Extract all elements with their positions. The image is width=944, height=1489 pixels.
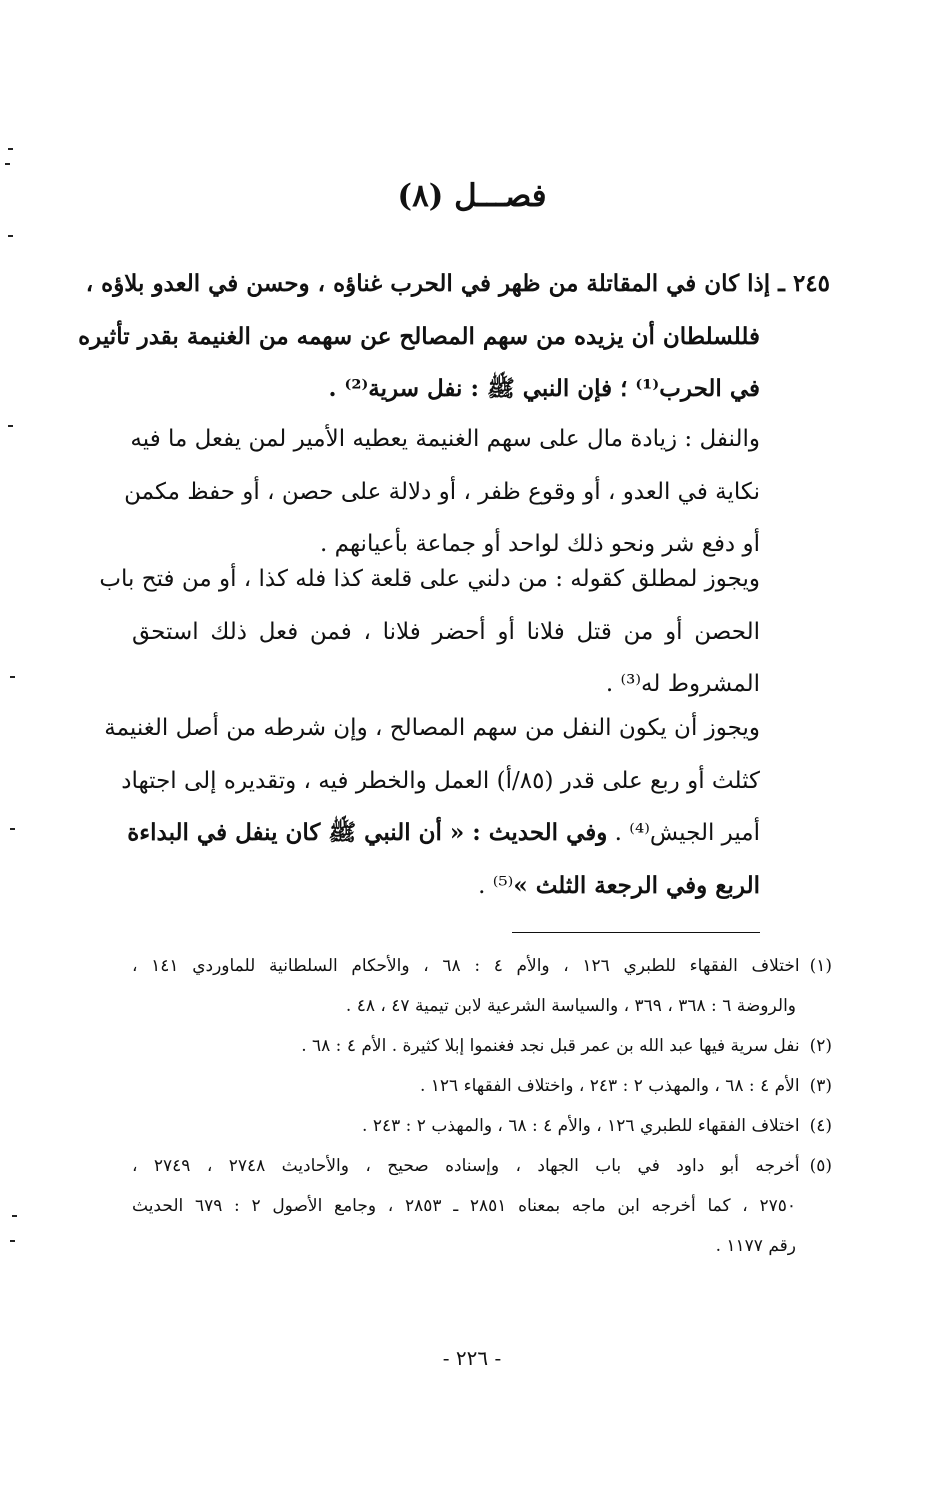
paragraph-text: أمير الجيش⁽⁴⁾ . [607, 820, 760, 846]
footnote-divider [512, 932, 760, 933]
footnote-3 [132, 1066, 832, 1106]
margin-speck [10, 828, 15, 830]
footnotes [132, 946, 832, 1266]
paragraph-line: ويجوز لمطلق كقوله : من دلني على قلعة كذا فله كذا ، أو من فتح باب [99, 566, 760, 592]
paragraph-245 [78, 258, 830, 416]
footnote-text: نفل سرية فيها عبد الله بن عمر قبل نجد فغنموا إبلا كثيرة . الأم ٤ : ٦٨ . [301, 1036, 800, 1056]
paragraph-line: كثلث أو ربع على قدر (٨٥/أ) العمل والخطر فيه ، وتقديره إلى اجتهاد [121, 767, 760, 794]
paragraph-line: ويجوز أن يكون النفل من سهم المصالح ، وإن شرطه من أصل الغنيمة [104, 715, 760, 741]
footnote-2 [132, 1026, 832, 1066]
footnote-text: أخرجه أبو داود في باب الجهاد ، وإسناده صحيح ، والأحاديث ٢٧٤٨ ، ٢٧٤٩ ، [132, 1156, 800, 1176]
footnote-text: الأم ٤ : ٦٨ ، والمهذب ٢ : ٢٤٣ ، واختلاف الفقهاء ١٢٦ . [419, 1076, 800, 1096]
footnote-5 [132, 1146, 832, 1186]
margin-speck [10, 1240, 15, 1242]
hadith-quote: وفي الحديث : « أن النبي ﷺ كان ينفل في البداءة [127, 819, 608, 846]
paragraph-line [132, 860, 760, 913]
paragraph-nafl-definition [124, 413, 760, 571]
paragraph-line: فللسلطان أن يزيده من سهم المصالح عن سهمه من الغنيمة بقدر تأثيره [78, 322, 760, 350]
margin-speck [10, 676, 15, 678]
footnote-5-continued: رقم ١١٧٧ . [715, 1236, 796, 1256]
footnote-5-continued: ٢٧٥٠ ، كما أخرجه ابن ماجه بمعناه ٢٨٥١ ـ ٢٨٥٣ ، وجامع الأصول ٢ : ٦٧٩ الحديث [132, 1196, 796, 1216]
margin-speck [12, 1215, 17, 1217]
footnote-number: (٥) [809, 1156, 833, 1176]
footnote-ref: ⁽⁵⁾ . [478, 872, 514, 899]
footnote-text: اختلاف الفقهاء للطبري ١٢٦ ، والأم ٤ : ٦٨ ، والمهذب ٢ : ٢٤٣ . [362, 1116, 800, 1136]
paragraph-line [127, 807, 760, 860]
footnote-1-continued: والروضة ٦ : ٣٦٨ ، ٣٦٩ ، والسياسة الشرعية لابن تيمية ٤٧ ، ٤٨ . [345, 996, 796, 1016]
footnote-4 [132, 1106, 832, 1146]
paragraph-line: ٢٤٥ ـ إذا كان في المقاتلة من ظهر في الحرب غناؤه ، وحسن في العدو بلاؤه ، [85, 270, 830, 297]
paragraph-conditional-nafl [99, 553, 760, 711]
hadith-quote: الربع وفي الرجعة الثلث » [513, 871, 760, 899]
paragraph-line: نكاية في العدو ، أو وقوع ظفر ، أو دلالة على حصن ، أو حفظ مكمن [124, 478, 760, 505]
footnote-number: (١) [809, 956, 832, 976]
paragraph-line: أو دفع شر ونحو ذلك لواحد أو جماعة بأعيانهم . [320, 531, 760, 557]
footnote-number: (٢) [809, 1036, 832, 1056]
footnote-number: (٣) [809, 1076, 832, 1096]
paragraph-line: الحصن أو من قتل فلانا أو أحضر فلانا ، فمن فعل ذلك استحق [132, 618, 760, 645]
page-number: - ٢٢٦ - [442, 1346, 502, 1370]
margin-speck [8, 235, 13, 237]
paragraph-line: في الحرب⁽¹⁾ ؛ فإن النبي ﷺ : نفل سرية⁽²⁾ . [328, 375, 760, 402]
footnote-text: اختلاف الفقهاء للطبري ١٢٦ ، والأم ٤ : ٦٨ ، والأحكام السلطانية للماوردي ١٤١ ، [132, 956, 800, 976]
paragraph-nafl-source [104, 702, 760, 912]
margin-speck [8, 425, 13, 427]
paragraph-line: المشروط له⁽³⁾ . [605, 671, 760, 697]
footnote-1 [132, 946, 832, 986]
section-heading: فصـــل (٨) [397, 178, 547, 214]
margin-speck [5, 163, 10, 165]
margin-speck [8, 148, 13, 150]
footnote-number: (٤) [809, 1116, 832, 1136]
paragraph-line: والنفل : زيادة مال على سهم الغنيمة يعطيه الأمير لمن يفعل ما فيه [130, 426, 760, 452]
